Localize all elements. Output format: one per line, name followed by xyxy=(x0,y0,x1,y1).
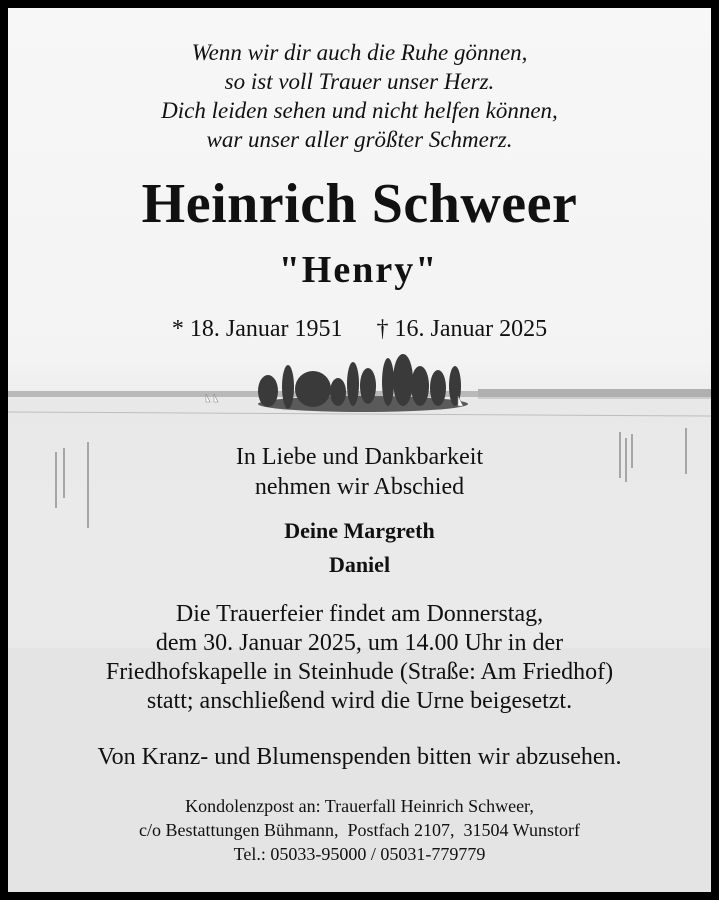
service-line: Die Trauerfeier findet am Donnerstag, xyxy=(175,601,544,627)
farewell-line: In Liebe und Dankbarkeit xyxy=(235,444,484,470)
poem-line: so ist voll Trauer unser Herz. xyxy=(224,69,495,94)
mourner-name: Daniel xyxy=(328,552,391,577)
poem xyxy=(8,38,711,154)
death-date: † 16. Januar 2025 xyxy=(376,316,548,342)
deceased-nickname: "Henry" xyxy=(278,249,439,291)
birth-date: * 18. Januar 1951 xyxy=(171,316,343,342)
contact-line: Kondolenzpost an: Trauerfall Heinrich Schweer, xyxy=(185,796,534,816)
contact-phone: Tel.: 05033-95000 / 05031-779779 xyxy=(233,844,486,864)
life-dates xyxy=(8,314,711,344)
poem-line: war unser aller größter Schmerz. xyxy=(206,127,513,152)
flowers-note: Von Kranz- und Blumenspenden bitten wir abzusehen. xyxy=(97,744,622,770)
poem-line: Wenn wir dir auch die Ruhe gönnen, xyxy=(191,40,528,65)
service-line: statt; anschließend wird die Urne beigesetzt. xyxy=(146,688,573,714)
condolence-contact xyxy=(8,794,711,866)
mourners xyxy=(8,514,711,582)
service-line: dem 30. Januar 2025, um 14.00 Uhr in der xyxy=(155,630,564,656)
contact-address: c/o Bestattungen Bühmann, Postfach 2107, 31504 Wunstorf xyxy=(139,820,580,840)
farewell-line: nehmen wir Abschied xyxy=(254,474,465,500)
poem-line: Dich leiden sehen und nicht helfen können, xyxy=(161,98,558,123)
mourner-name: Deine Margreth xyxy=(284,518,435,543)
service-line: Friedhofskapelle in Steinhude (Straße: Am Friedhof) xyxy=(105,659,614,685)
funeral-service-info xyxy=(8,600,711,716)
farewell-text xyxy=(8,442,711,502)
island-trees xyxy=(258,354,468,412)
deceased-name: Heinrich Schweer xyxy=(141,173,578,235)
